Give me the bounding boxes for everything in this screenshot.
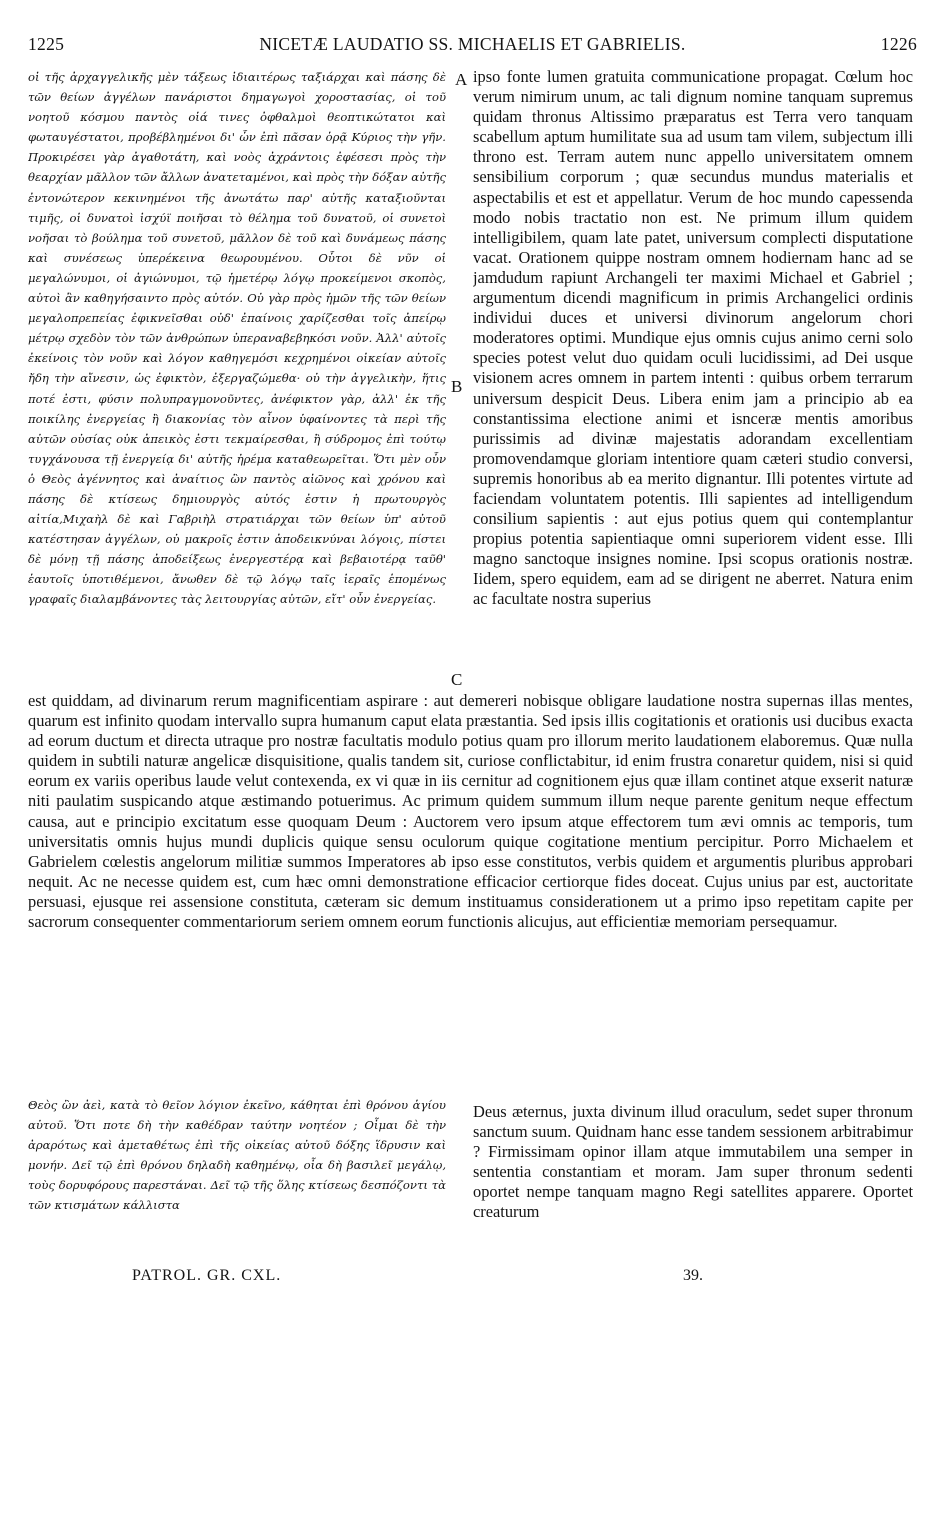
latin-column-bottom — [473, 1102, 913, 1287]
latin-full-width-block — [28, 691, 913, 1083]
margin-marker-a: A — [455, 70, 468, 89]
latin-text-top: ipso fonte lumen gratuita communicatione propagat. Cœlum hoc verum nimirum unum, ac tali dignum nomine tanquam supremus quidam thronus Altissimo præparatus est Terra vero tanquam scabellum aptum humilitate sua ad usum tam vilem, subjectum illi throno est. Terram autem nunc appello universitatem omnem sensibilium corporum ; quæ secundus mundus materialis et aspectabilis et est et appellatur. Verum de hoc mundo capessenda modo nobis tractatio non est. Ne primum illum quidem intelligibilem, quam late patet, universum complecti disputatione vacat. Orationem quippe nostram omnem hodiernam hanc ad se jamdudum rapiunt Archangeli ter maximi Michael et Gabriel ; argumentum dicendi magnificum in primis Archangelici ordinis individui duces et universi divinorum angelorum chori moderatores optimi. Mundique ejus omnis cujus animo cerni solo species potest velut duo quidam oculi lucidissimi, ad Dei usque visionem acres omnem in partem intenti : quibus orbem terrarum universum despicit Deus. Libera enim jam a principio ab ea constantissima electione animi et isnceræ mentis amoribus purissimis ad divinæ majestatis adorandam excellentiam promovendamque gloriam intentiore quam cæteri studio conversi, supremis honoribus ab ea merito dignantur. Illi potentes virtute ad faciendam voluntatem potentis. Illi sapientes ad intelligendum consilium sapientis : aut ejus potius quem qui contemplantur propius potentia sapientiaque omni superiorem vident esse. Illi magno sanctoque insignes nomine. Ipsi scopus orationis nostræ. Iidem, spero equidem, eam ad se dirigent ne aberret. Natura enim ac facultate nostra superius — [473, 67, 913, 609]
margin-marker-b: B — [451, 377, 463, 396]
margin-marker-c: C — [451, 670, 463, 689]
greek-text-bottom: Θεὸς ὢν ἀεὶ, κατὰ τὸ θεῖον λόγιον ἐκεῖνο, κάθηται ἐπὶ θρόνου ἁγίου αὐτοῦ. Ὅτι ποτε δὴ τὴν καθέδραν ταύτην νοητέον ; Οἶμαι δὲ τὴν ἀραρότως καὶ ἀμεταθέτως ἐπὶ τῆς οἰκείας αὐτοῦ δόξης ἵδρυσιν καὶ μονήν. Δεῖ τῷ ἐπὶ θρόνου δηλαδὴ καθημένῳ, οἷα δὴ βασιλεῖ μεγάλῳ, τοὺς δορυφόρους παρεστάναι. Δεῖ τῷ τῆς ὅλης κτίσεως δεσπόζοντι τὰ τῶν κτισμάτων κάλλιστα — [28, 1098, 446, 1213]
latin-text-full: est quiddam, ad divinarum rerum magnificentiam aspirare : aut demereri nobisque obligare laudatione nostra supernas illas mentes, quarum est infinito quodam intervallo supra humanum caput elata præstantia. Sed ipsis illis cogitationis et orationis usi ducibus exacta ad eorum ductum et directa utraque pro nostræ facultatis modulo potius quam pro illorum merito laudationem elaboremus. Quæ nulla quidem in subtili naturæ angelicæ disquisitione, qualis tandem sit, curiose conflictabitur, id enim frustra conaretur quidem, nisi si quid eorum ex variis operibus laude velut contexenda, ex vi quæ in iis cernitur ad cognitionem ejus quæ illam continet atque exserit naturæ niti paulatim suspicando atque æstimando potuerimus. Ac primum quidem summum illum neque parente genitum neque effectum causa, aut e principio excitatum esse quoquam Deum : Auctorem vero ipsum atque effectorem tum ævi omnis ac temporis, tum universitatis omnis hujus mundi duplicis quique sensu oculorum quique cogitatione mentium percipitur. Porro Michaelem et Gabrielem cœlestis angelorum militiæ summos Imperatores ab ipso esse constitutos, verbis quidem et argumentis pluribus approbari nequit. Ac ne necesse quidem est, cum hæc omni demonstratione efficacior certiorque fides doceat. Cujus unius par est, auctoritate persuasi, ejusque rei assensione constituta, cæteram sic demum instituamus considerationem ut a primo ipso repetitam capite per sacrorum consequenter commentariorum seriem omnem eorum functionis alicujus, aut efficientiæ memoriam persequamur. — [28, 691, 913, 932]
latin-text-bottom: Deus æternus, juxta divinum illud oraculum, sedet super thronum sanctum suum. Quidnam hanc esse tandem sessionem arbitrabimur ? Firmissimam opinor illam atque immutabilem una semper in sententia constantiam et moram. Jam super thronum sedenti oportet nempe tanquam magno Regi satellites apparere. Oportet creaturum — [473, 1102, 913, 1222]
running-head — [28, 34, 917, 58]
footer-signature: PATROL. GR. CXL. — [132, 1267, 282, 1284]
greek-column-bottom — [28, 1095, 446, 1281]
footer-sheet-number: 39. — [683, 1267, 703, 1284]
latin-column-top — [473, 67, 913, 691]
greek-text-top: οἱ τῆς ἀρχαγγελικῆς μὲν τάξεως ἰδιαιτέρως ταξιάρχαι καὶ πάσης δὲ τῶν θείων ἀγγέλων πανάριστοι δημαγωγοὶ χοροστασίας, οἱ τοῦ νοητοῦ κόσμου παντὸς οἱά τινες ὀφθαλμοὶ θεοπτικώτατοι καὶ φωταυγέστατοι, προβέβλημένοι δι' ὧν ἐπὶ πᾶσαν ὁρᾷ Κύριος τὴν γῆν. Προκιρέσει γὰρ ἀγαθοτάτη, καὶ νοὸς ἀχράντοις ἐφέσεσι πρὸς τὴν θεαρχίαν μᾶλλον τῶν ἄλλων ἀνατεταμένοι, καὶ πρὸς τὴν δόξαν αὐτῆς ἐντονώτερον κεκινημένοι τῆς ἀνωτάτω παρ' αὐτῆς καταξιοῦνται τιμῆς, οἱ δυνατοὶ ἰσχύϊ ποιῆσαι τὸ θέλημα τοῦ δυνατοῦ, οἱ συνετοὶ νοῆσαι τὸ βούλημα τοῦ συνετοῦ, μᾶλλον δὲ τοῦ καὶ δυνάμεως πάσης καὶ συνέσεως ὑπερέκεινα θεωρουμένου. Οὗτοι δὲ νῦν οἱ μεγαλώνυμοι, οἱ ἀγιώνυμοι, τῷ ἡμετέρῳ λόγῳ προκείμενοι σκοπὸς, αὐτοὶ ἂν καθηγήσαιντο πρὸς αὐτόν. Οὐ γὰρ πρὸς ἡμῶν τῆς τῶν θείων μεγαλοπρεπείας ἐφικνεῖσθαι οὐδ' ἐπαίνοις χαρίζεσθαι τοῖς ἀπείρῳ μέτρῳ σχεδὸν τὸν τῶν ἀνθρώπων ὑπεραναβεβηκόσι νοῦν. Ἀλλ' αὐτοῖς ἐκείνοις τὸν νοῦν καὶ λόγον καθηγεμόσι κεχρημένοι οἰκείαν αὐτοῖς ἤδη τὴν αἴνεσιν, ὡς ἐφικτὸν, ἐξεργαζώμεθα· οὐ τὴν ἀγγελικὴν, ἥτις ποτέ ἐστι, φύσιν πολυπραγμονοῦντες, ἀνέφικτον γὰρ, ἀλλ' ἐκ τῆς ποικίλης ἐνεργείας ἢ διακονίας τὸν αἶνον ὑφαίνοντες τὰ περὶ τῆς αὐτῶν οὐσίας οὐκ ἀπεικὸς ἐστι τεκμαίρεσθαι, ἢ σύδρομος ἐπὶ τούτῳ τυγχάνουσα τῇ ἐνεργείᾳ δι' αὐτῆς ἠρέμα καταθεωρεῖται. Ὅτι μὲν οὖν ὁ Θεὸς ἀγέννητος καὶ ἀναίτιος ὢν παντὸς αἰῶνος καὶ χρόνου καὶ πάσης δὲ κτίσεως δημιουργὸς αὐτός ἐστιν ἡ πρωτουργὸς αἰτία,Μιχαὴλ δὲ καὶ Γαβριὴλ στρατιάρχαι τῶν θείων ὑπ' αὐτοῦ κατέστησαν ἀγγέλων, οὐ μακροῖς ἐστιν ἀποδεικνύναι λόγοις, πίστει δὲ μόνῃ τῇ πάσης ἀποδείξεως ἐνεργεστέρᾳ καὶ βεβαιοτέρᾳ ταῦθ' ἑαυτοῖς ὑποτιθέμενοι, ἄνωθεν δὲ τῷ λόγῳ ταῖς ἱεραῖς ἑπομένως γραφαῖς διαλαμβάνοντες τὰς λειτουργίας αὐτῶν, εἴτ' οὖν ἐνεργείας. — [28, 70, 446, 607]
page-title: NICETÆ LAUDATIO SS. MICHAELIS ET GABRIELIS. — [259, 34, 686, 54]
page-number-right: 1226 — [880, 34, 917, 54]
page-number-left: 1225 — [28, 34, 65, 54]
greek-column-top — [28, 67, 446, 691]
